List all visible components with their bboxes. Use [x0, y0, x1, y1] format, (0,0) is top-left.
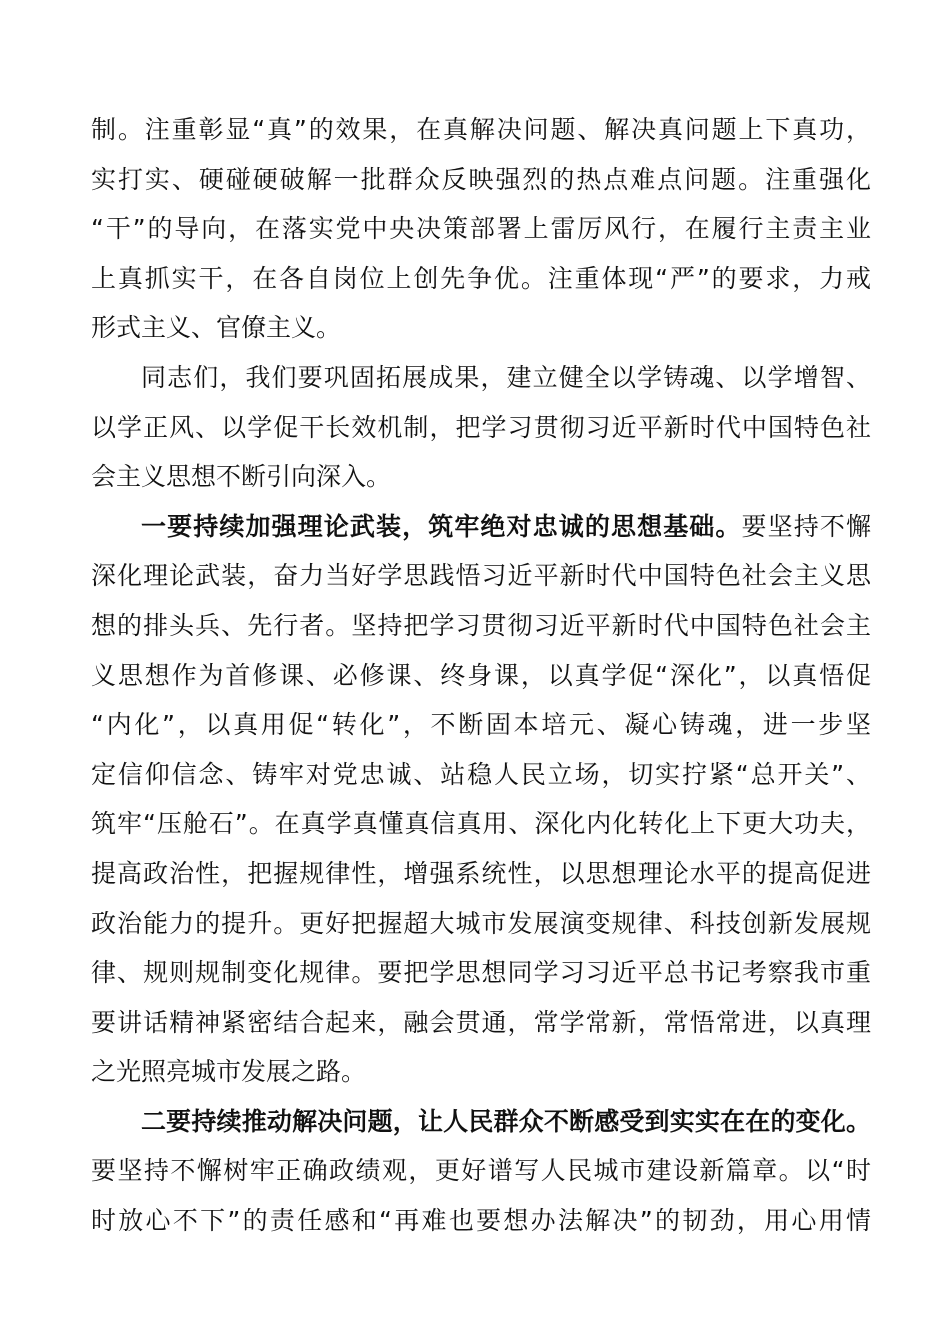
body-text: 形式主义、官僚主义。 — [91, 313, 342, 343]
body-text: 之光照亮城市发展之路。 — [91, 1057, 367, 1087]
body-text: 政治能力的提升。更好把握超大城市发展演变规律、科技创新发展规 — [91, 908, 871, 938]
body-text: 要坚持不懈树牢正确政绩观，更好谱写人民城市建设新篇章。以“时 — [91, 1156, 871, 1186]
body-text: “干”的导向，在落实党中央决策部署上雷厉风行，在履行主责主业 — [91, 214, 871, 244]
text-line — [91, 998, 871, 1048]
text-line — [91, 1146, 871, 1196]
text-line — [91, 899, 871, 949]
body-text: 提高政治性，把握规律性，增强系统性，以思想理论水平的提高促进 — [91, 858, 871, 888]
text-line — [91, 601, 871, 651]
text-line — [91, 303, 871, 353]
body-text: 同志们，我们要巩固拓展成果，建立健全以学铸魂、以学增智、 — [141, 362, 871, 392]
bold-heading-text: 二要持续推动解决问题，让人民群众不断感受到实实在在的变化。 — [141, 1106, 871, 1136]
body-text: “内化”，以真用促“转化”，不断固本培元、凝心铸魂，进一步坚 — [91, 710, 871, 740]
text-line — [91, 651, 871, 701]
text-line — [91, 700, 871, 750]
text-line — [91, 403, 871, 453]
body-text: 要讲话精神紧密结合起来，融会贯通，常学常新，常悟常进，以真理 — [91, 1007, 871, 1037]
body-text: 深化理论武装，奋力当好学思践悟习近平新时代中国特色社会主义思 — [91, 561, 871, 591]
body-text: 想的排头兵、先行者。坚持把学习贯彻习近平新时代中国特色社会主 — [91, 610, 871, 640]
text-line — [91, 849, 871, 899]
document-body — [91, 105, 871, 1246]
text-line — [91, 353, 871, 403]
body-text: 筑牢“压舱石”。在真学真懂真信真用、深化内化转化上下更大功夫， — [91, 809, 871, 839]
text-line — [91, 1097, 871, 1147]
body-text: 会主义思想不断引向深入。 — [91, 462, 392, 492]
text-line — [91, 750, 871, 800]
text-line — [91, 1047, 871, 1097]
text-line — [91, 204, 871, 254]
body-text: 以学正风、以学促干长效机制，把学习贯彻习近平新时代中国特色社 — [91, 412, 871, 442]
body-text: 定信仰信念、铸牢对党忠诚、站稳人民立场，切实拧紧“总开关”、 — [91, 759, 871, 789]
text-line — [91, 551, 871, 601]
text-line — [91, 105, 871, 155]
body-text: 制。注重彰显“真”的效果，在真解决问题、解决真问题上下真功， — [91, 115, 871, 144]
text-line — [91, 948, 871, 998]
body-text: 时放心不下”的责任感和“再难也要想办法解决”的韧劲，用心用情 — [91, 1206, 871, 1236]
body-text: 义思想作为首修课、必修课、终身课，以真学促“深化”，以真悟促 — [91, 660, 871, 690]
text-line — [91, 155, 871, 205]
body-text: 上真抓实干，在各自岗位上创先争优。注重体现“严”的要求，力戒 — [91, 263, 871, 293]
body-text: 要坚持不懈 — [741, 511, 871, 541]
text-line — [91, 502, 871, 552]
text-line — [91, 799, 871, 849]
body-text: 实打实、硬碰硬破解一批群众反映强烈的热点难点问题。注重强化 — [91, 164, 871, 194]
text-line — [91, 254, 871, 304]
bold-heading-text: 一要持续加强理论武装，筑牢绝对忠诚的思想基础。 — [141, 511, 742, 541]
text-line — [91, 452, 871, 502]
text-line — [91, 1196, 871, 1246]
body-text: 律、规则规制变化规律。要把学思想同学习习近平总书记考察我市重 — [91, 958, 871, 988]
